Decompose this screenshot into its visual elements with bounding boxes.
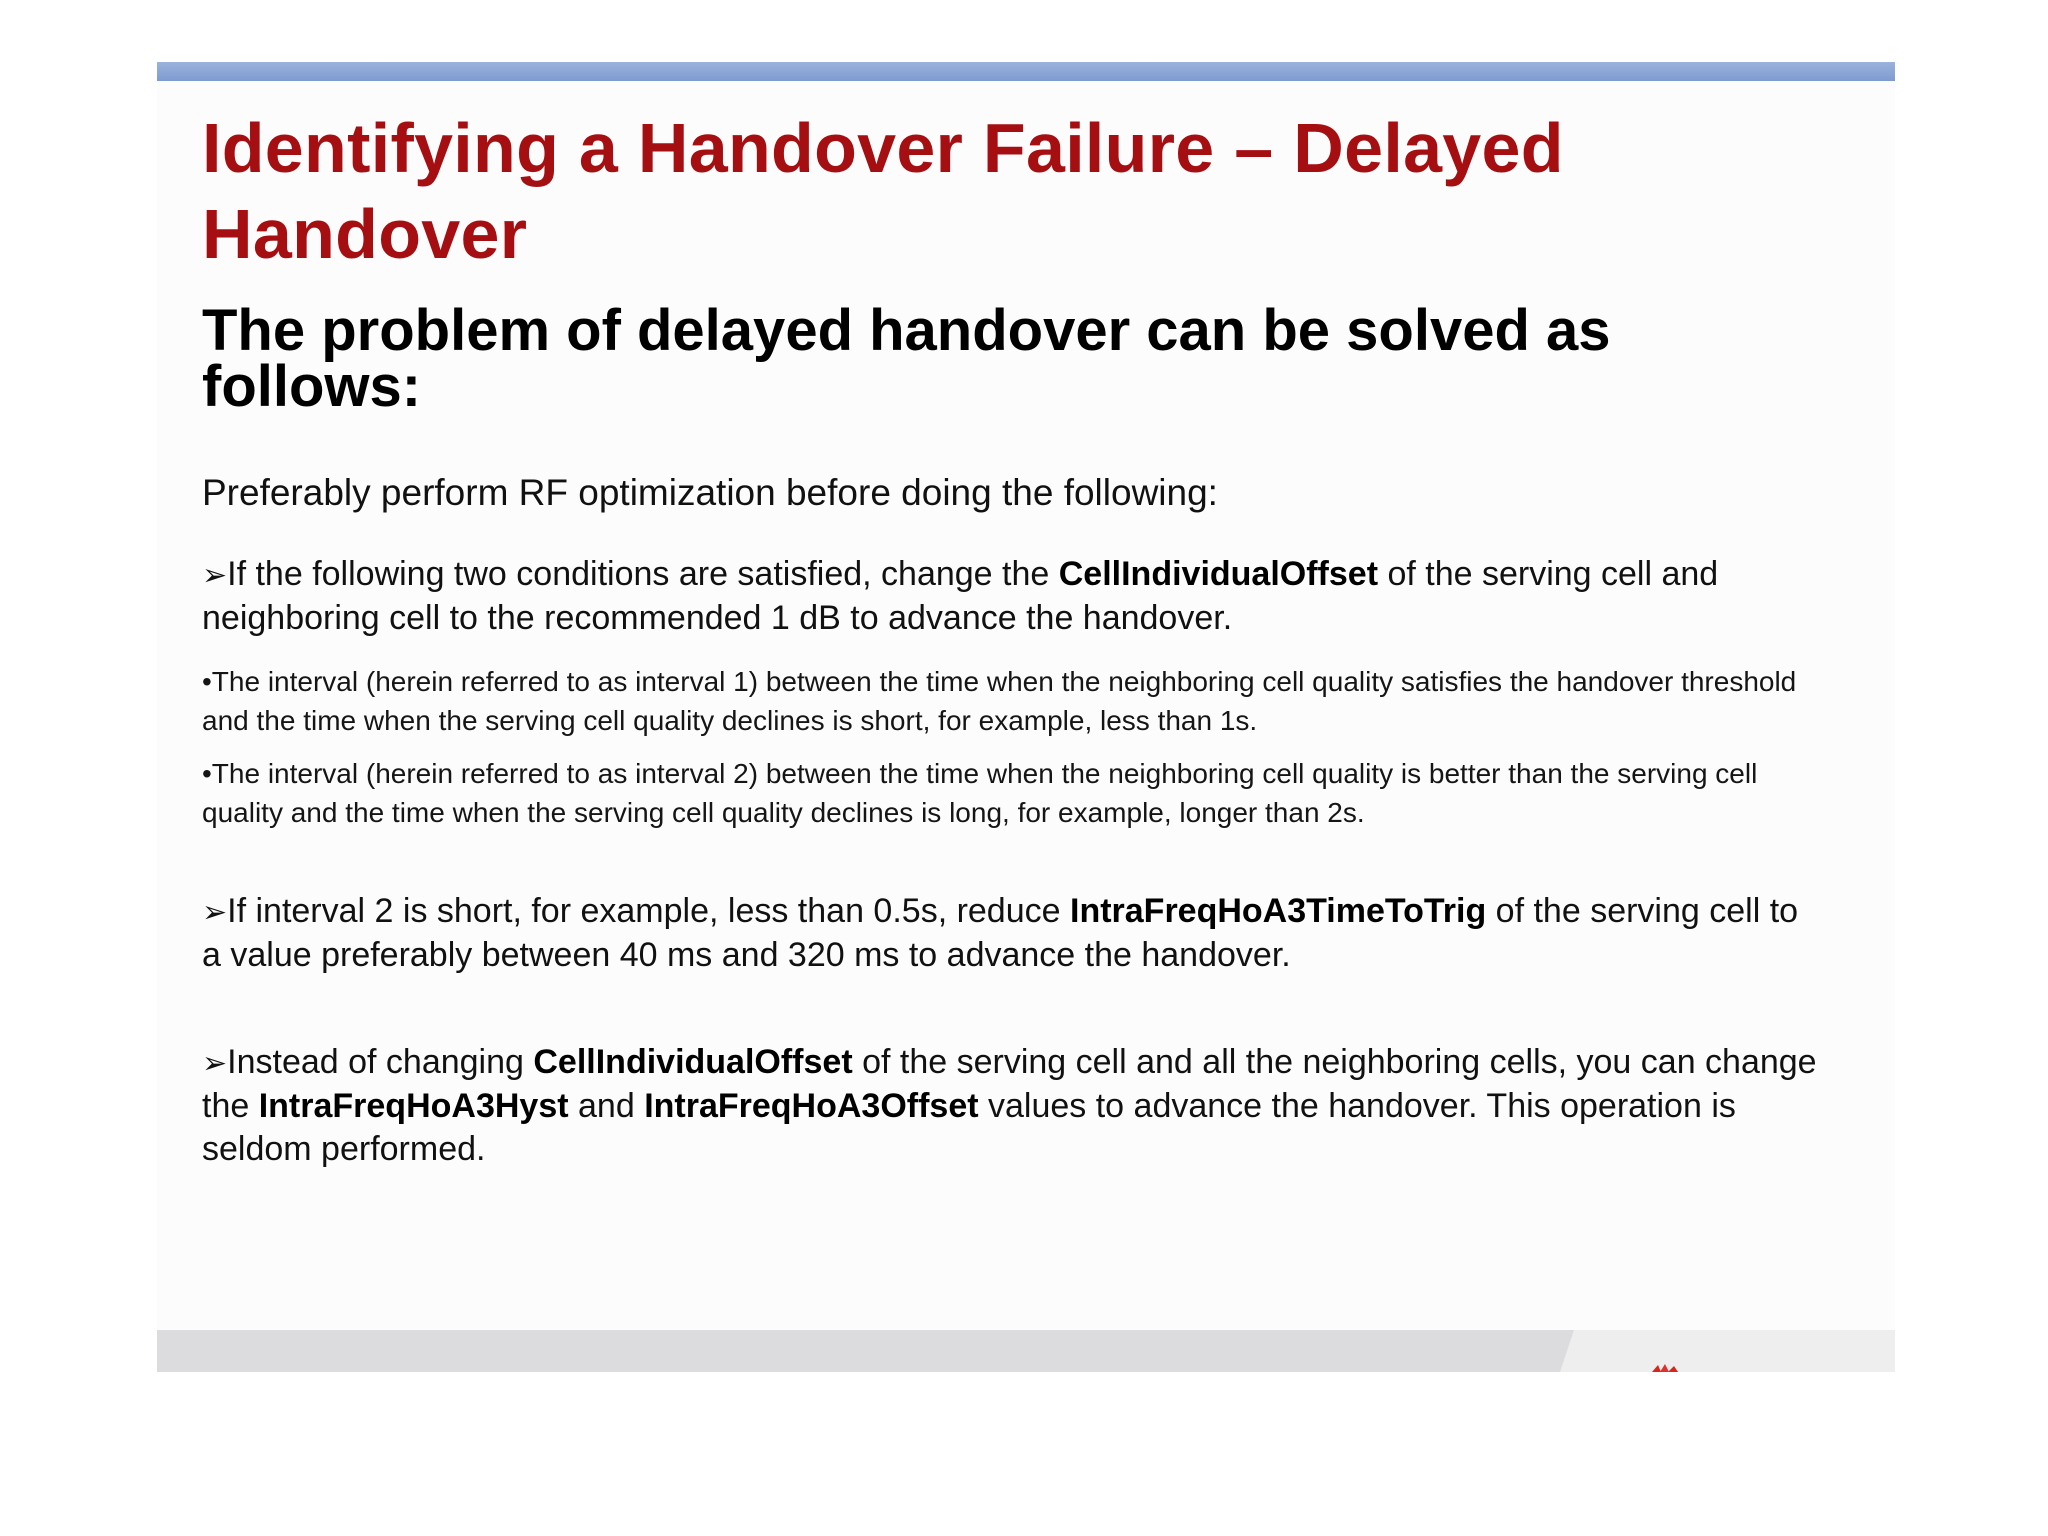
bullet-3-text-b: of the serving cell and all the neighboring cells, you can change the — [202, 1043, 1817, 1125]
bullet-1-text-a: If the following two conditions are satisfied, change the — [227, 555, 1059, 593]
bullet-1-text-b: of the serving cell and neighboring cell to the recommended 1 dB to advance the handover. — [202, 555, 1719, 637]
bullet-2-text-a: If interval 2 is short, for example, less than 0.5s, reduce — [227, 892, 1070, 930]
sub-point-interval-1: •The interval (herein referred to as interval 1) between the time when the neighboring cell quality satisfies the handover threshold and the time when the serving cell quality declines is short, for example, less than 1s. — [202, 666, 1797, 736]
bullet-3-text-a: Instead of changing — [227, 1043, 534, 1081]
arrow-bullet-icon: ➢ — [202, 558, 228, 593]
slide-title: Identifying a Handover Failure – Delayed Handover — [202, 109, 1564, 273]
bullet-3-text-d: values to advance the handover. This operation is seldom performed. — [202, 1087, 1736, 1168]
bullet-point-2 — [202, 890, 1822, 977]
bullet-point-1 — [202, 553, 1822, 640]
sub-point-interval-2: •The interval (herein referred to as interval 2) between the time when the neighboring cell quality is better than the serving cell quality and the time when the serving cell quality declines is long, for example, longer than 2s. — [202, 758, 1758, 828]
bullet-1-param: CellIndividualOffset — [1058, 555, 1379, 593]
intro-text: Preferably perform RF optimization before doing the following: — [202, 472, 1218, 513]
slide-subtitle: The problem of delayed handover can be solved as follows: — [202, 298, 1611, 419]
arrow-bullet-icon: ➢ — [202, 895, 228, 930]
slide-top-bar — [157, 62, 1895, 81]
bullet-3-param-a: CellIndividualOffset — [533, 1043, 853, 1081]
logo-mark-icon — [1650, 1364, 1680, 1372]
arrow-bullet-icon: ➢ — [202, 1046, 228, 1081]
bullet-point-3 — [202, 1041, 1822, 1171]
bullet-2-param: IntraFreqHoA3TimeToTrig — [1070, 892, 1487, 930]
slide-content — [202, 105, 1822, 1171]
bullet-2-text-b: of the serving cell to a value preferably between 40 ms and 320 ms to advance the handover. — [202, 892, 1799, 974]
slide-footer-panel — [1560, 1330, 1895, 1372]
bullet-3-param-c: IntraFreqHoA3Offset — [644, 1087, 979, 1125]
bullet-3-param-b: IntraFreqHoA3Hyst — [258, 1087, 569, 1125]
bullet-3-text-c: and — [568, 1087, 645, 1125]
